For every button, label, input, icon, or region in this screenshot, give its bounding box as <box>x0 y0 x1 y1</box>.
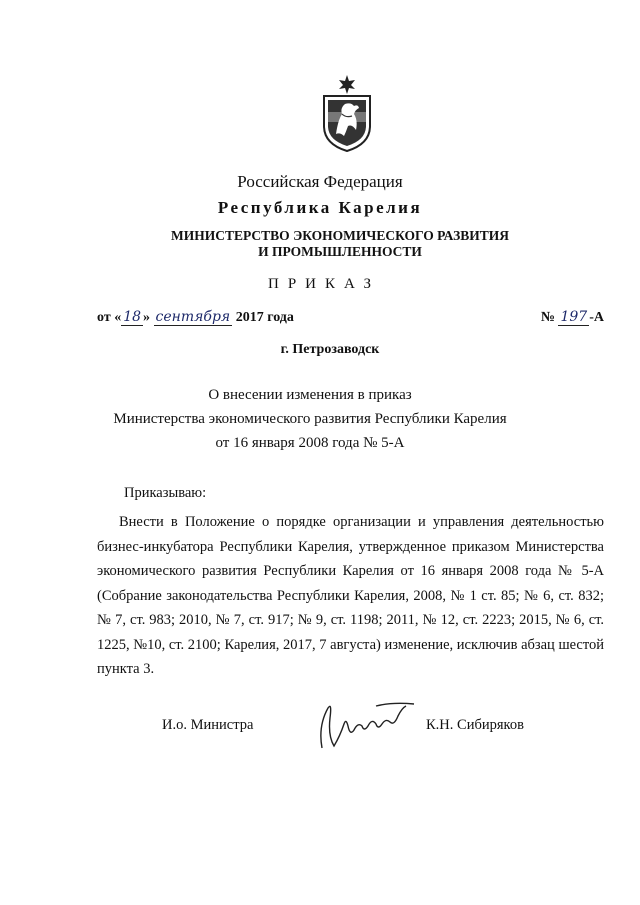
date-mid: » <box>143 310 151 325</box>
number-suffix: -А <box>589 310 604 325</box>
order-date-number-line <box>97 309 604 331</box>
date-month: сентября <box>155 309 231 325</box>
subject-line-2: Министерства экономического развития Республики Карелия <box>113 411 507 427</box>
signatory-title: И.о. Министра <box>162 717 254 733</box>
republic-heading: Республика Карелия <box>217 198 423 217</box>
date-day: 18 <box>123 309 142 325</box>
handwritten-signature-icon <box>314 696 418 756</box>
order-body-paragraph: Внести в Положение о порядке организации и управления деятельностью бизнес-инкубатора Республики Карелия, утвержденное приказом Министерства экономического развития Республики Карелия от 16 января 2008 года № 5-А (Собрание законодательства Республики Карелия, 2008, № 1 ст. 85; № 6, ст. 832; № 7, ст. 983; 2010, № 7, ст. 917; № 9, ст. 1198; 2011, № 12, ст. 2223; 2015, № 6, ст. 1225, №10, ст. 2100; Карелия, 2017, 7 августа) изменение, исключив абзац шестой пункта 3. <box>97 514 604 677</box>
karelia-coat-of-arms-icon <box>318 74 376 152</box>
signatory-name: К.Н. Сибиряков <box>426 717 524 733</box>
order-number <box>541 309 604 326</box>
order-subject <box>90 383 530 455</box>
prikazyvayu-label: Приказываю: <box>124 485 207 501</box>
subject-line-3: от 16 января 2008 года № 5-А <box>215 435 405 451</box>
number-value: 197 <box>560 309 588 325</box>
number-prefix: № <box>540 310 555 325</box>
country-heading: Российская Федерация <box>237 172 403 191</box>
date-prefix: от « <box>97 310 122 325</box>
ministry-line-2: И ПРОМЫШЛЕННОСТИ <box>258 244 422 259</box>
ministry-heading <box>140 228 540 260</box>
date-year: 2017 года <box>235 310 294 325</box>
document-type: ПРИКАЗ <box>268 276 380 292</box>
ministry-line-1: МИНИСТЕРСТВО ЭКОНОМИЧЕСКОГО РАЗВИТИЯ <box>171 228 509 243</box>
subject-line-1: О внесении изменения в приказ <box>208 387 412 403</box>
city: г. Петрозаводск <box>280 342 380 357</box>
